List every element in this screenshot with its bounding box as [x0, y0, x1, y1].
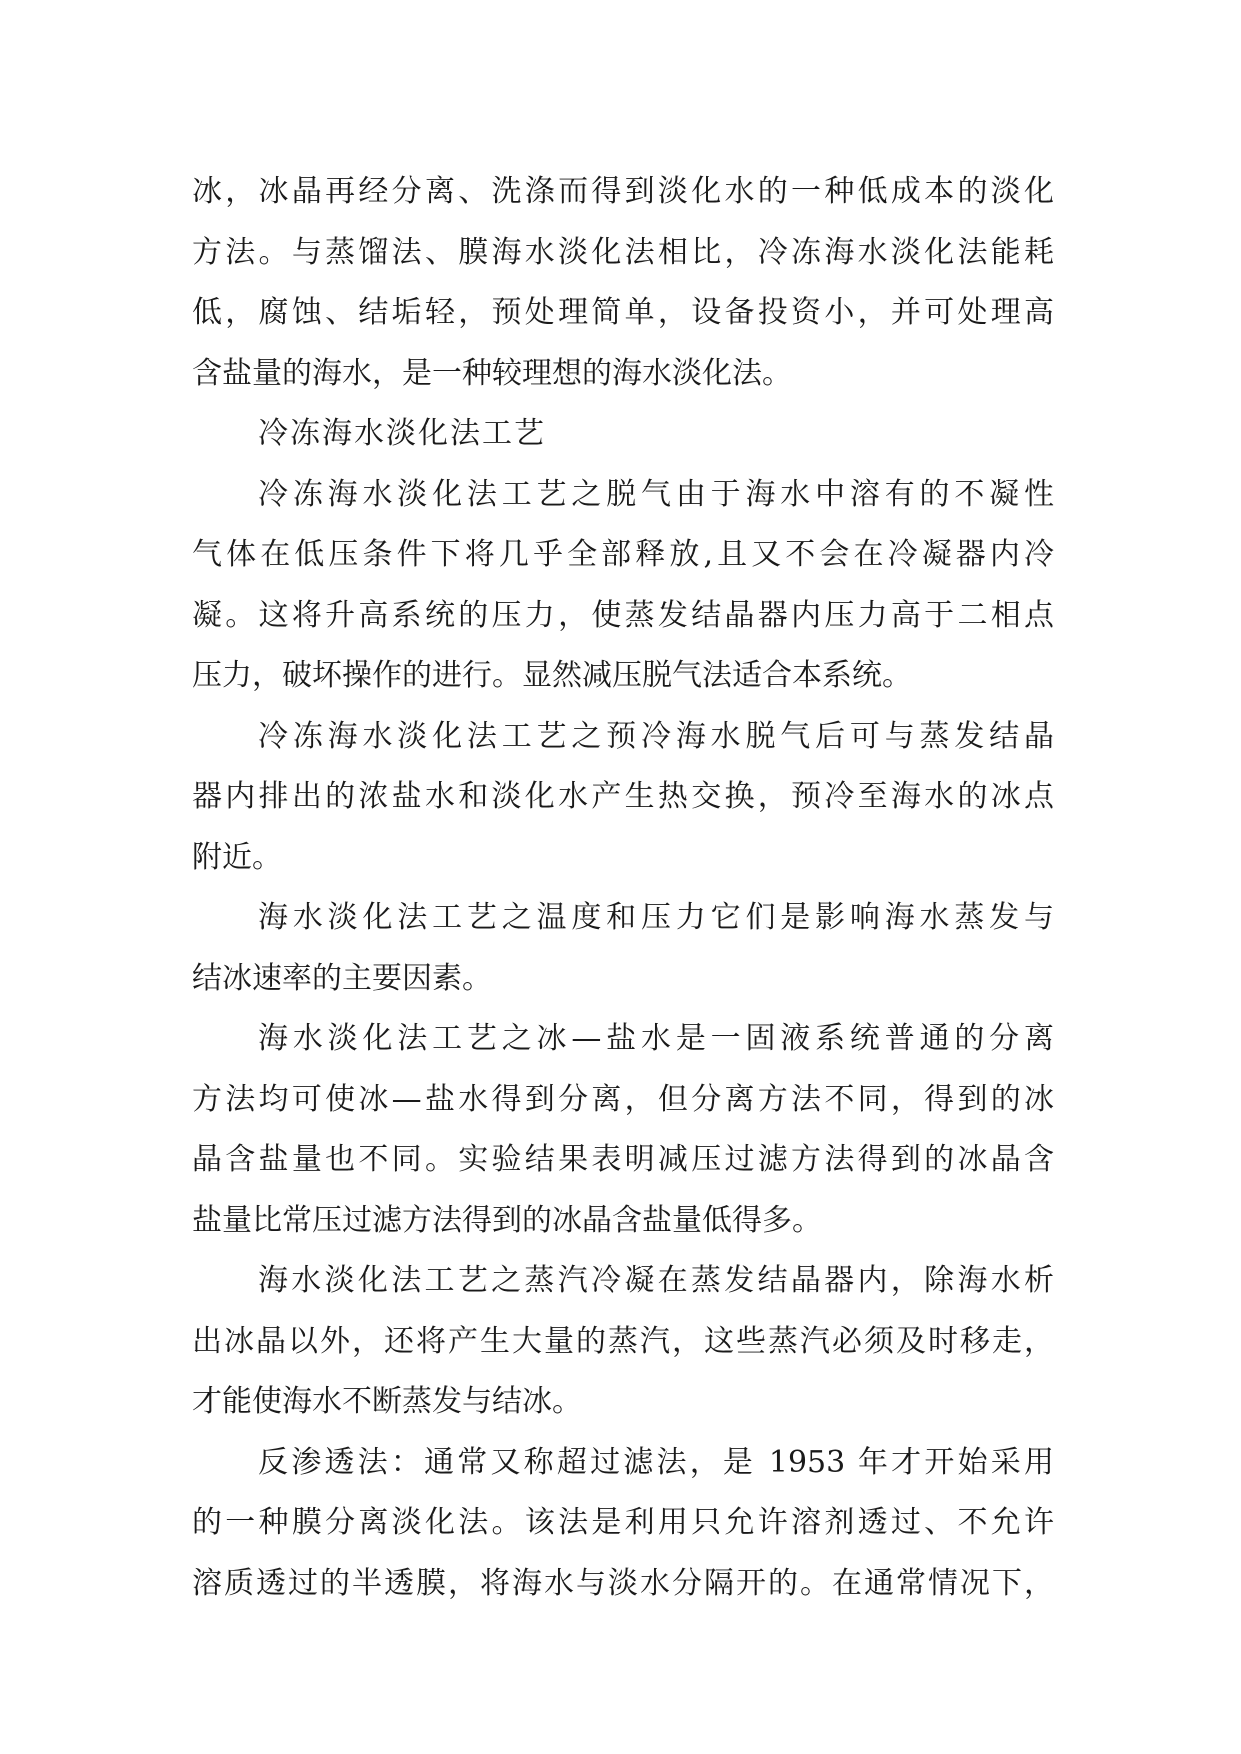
text-line: 盐量比常压过滤方法得到的冰晶含盐量低得多。: [192, 1202, 822, 1238]
text-line: 含盐量的海水，是一种较理想的海水淡化法。: [192, 355, 792, 391]
document-page: [192, 162, 1054, 1614]
text-line: 方法均可使冰—盐水得到分离，但分离方法不同，得到的冰: [192, 1081, 1054, 1117]
text-line: 出冰晶以外，还将产生大量的蒸汽，这些蒸汽必须及时移走，: [192, 1323, 1054, 1359]
text-line: 的一种膜分离淡化法。该法是利用只允许溶剂透过、不允许: [192, 1505, 1054, 1540]
text-line: 结冰速率的主要因素。: [192, 960, 492, 996]
text-line: 方法。与蒸馏法、膜海水淡化法相比，冷冻海水淡化法能耗: [192, 234, 1054, 270]
paragraph-first-line: 海水淡化法工艺之冰—盐水是一固液系统普通的分离: [258, 1021, 1054, 1056]
text-line: 低，腐蚀、结垢轻，预处理简单，设备投资小，并可处理高: [192, 295, 1054, 330]
text-line: 器内排出的浓盐水和淡化水产生热交换，预冷至海水的冰点: [192, 779, 1054, 814]
text-line: 附近。: [192, 839, 282, 875]
text-line: 溶质透过的半透膜，将海水与淡水分隔开的。在通常情况下，: [192, 1565, 1054, 1601]
text-line: 晶含盐量也不同。实验结果表明减压过滤方法得到的冰晶含: [192, 1142, 1054, 1177]
paragraph-first-line: 海水淡化法工艺之温度和压力它们是影响海水蒸发与: [258, 900, 1054, 935]
text-line: 才能使海水不断蒸发与结冰。: [192, 1384, 582, 1419]
paragraph-first-line: 反渗透法：通常又称超过滤法，是 1953 年才开始采用: [258, 1444, 1054, 1480]
paragraph-first-line: 冷冻海水淡化法工艺之脱气由于海水中溶有的不凝性: [258, 476, 1054, 512]
text-line: 凝。这将升高系统的压力，使蒸发结晶器内压力高于二相点: [192, 597, 1054, 633]
section-heading: 冷冻海水淡化法工艺: [258, 416, 546, 451]
text-line: 冰，冰晶再经分离、洗涤而得到淡化水的一种低成本的淡化: [192, 174, 1054, 209]
text-line: 压力，破坏操作的进行。显然减压脱气法适合本系统。: [192, 658, 912, 693]
text-line: 气体在低压条件下将几乎全部释放,且又不会在冷凝器内冷: [192, 537, 1054, 572]
paragraph-first-line: 冷冻海水淡化法工艺之预冷海水脱气后可与蒸发结晶: [258, 718, 1054, 754]
paragraph-first-line: 海水淡化法工艺之蒸汽冷凝在蒸发结晶器内，除海水析: [258, 1263, 1054, 1298]
